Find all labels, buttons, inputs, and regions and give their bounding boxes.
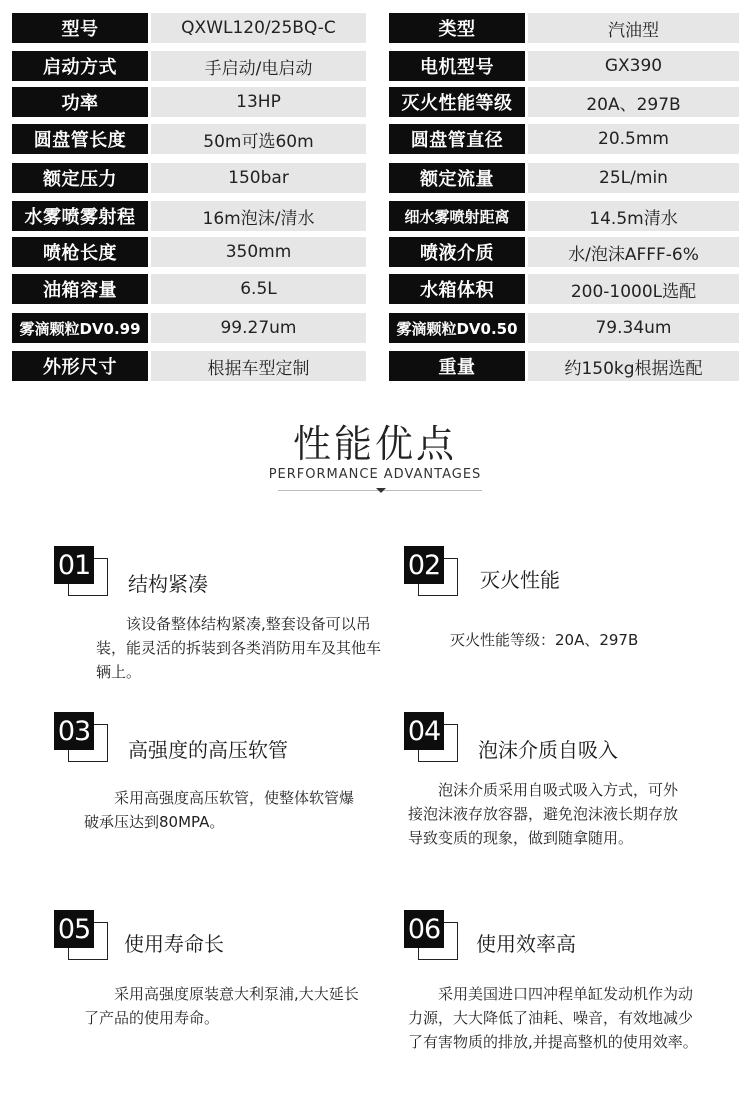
spec-row: [12, 124, 366, 154]
spec-value: 14.5m清水: [528, 201, 739, 231]
feature-description: 采用美国进口四冲程单缸发动机作为动力源，大大降低了油耗、噪音，有效地减少了有害物质的排放,并提高整机的使用效率。: [408, 985, 698, 1051]
feature-description: 采用高强度高压软管，使整体软管爆破承压达到80MPA。: [84, 789, 355, 831]
feature-number: 04: [404, 712, 444, 750]
spec-label: 圆盘管长度: [12, 124, 148, 154]
spec-row: [12, 13, 366, 43]
spec-row: [389, 87, 739, 117]
spec-label: 功率: [12, 87, 148, 117]
spec-row: [389, 351, 739, 381]
spec-value: QXWL120/25BQ-C: [151, 13, 366, 43]
spec-row: [389, 274, 739, 304]
spec-row: [389, 237, 739, 267]
feature-description: 该设备整体结构紧凑,整套设备可以吊装，能灵活的拆装到各类消防用车及其他车辆上。: [96, 615, 382, 681]
feature-number: 06: [404, 910, 444, 948]
spec-value: 约150kg根据选配: [528, 351, 739, 381]
spec-value: 79.34um: [528, 313, 739, 343]
spec-row: [12, 201, 366, 231]
feature-number-badge: [54, 546, 108, 594]
feature-title: 泡沫介质自吸入: [478, 738, 618, 762]
spec-value: 25L/min: [528, 163, 739, 193]
spec-label: 外形尺寸: [12, 351, 148, 381]
spec-label: 额定压力: [12, 163, 148, 193]
feature-number: 05: [54, 910, 94, 948]
spec-row: [389, 201, 739, 231]
feature-description: 灭火性能等级：20A、297B: [450, 631, 639, 649]
feature-number-badge: [54, 712, 108, 760]
feature-description: 采用高强度原装意大利泵浦,大大延长了产品的使用寿命。: [84, 985, 359, 1027]
feature-title: 使用寿命长: [124, 932, 224, 956]
feature-card: [54, 910, 384, 1070]
spec-row: [389, 124, 739, 154]
spec-row: [12, 351, 366, 381]
feature-number-badge: [54, 910, 108, 958]
spec-value: 根据车型定制: [151, 351, 366, 381]
spec-label: 水箱体积: [389, 274, 525, 304]
feature-number-badge: [404, 910, 458, 958]
feature-number-badge: [404, 546, 458, 594]
feature-title: 结构紧凑: [128, 572, 208, 596]
spec-label: 雾滴颗粒DV0.50: [389, 313, 525, 343]
spec-value: 16m泡沫/清水: [151, 201, 366, 231]
spec-row: [12, 313, 366, 343]
spec-value: 350mm: [151, 237, 366, 267]
spec-label: 额定流量: [389, 163, 525, 193]
spec-row: [12, 87, 366, 117]
feature-card: [404, 546, 734, 706]
spec-value: 50m可选60m: [151, 124, 366, 154]
spec-value: GX390: [528, 51, 739, 81]
spec-label: 灭火性能等级: [389, 87, 525, 117]
feature-card: [54, 712, 384, 872]
spec-label: 油箱容量: [12, 274, 148, 304]
spec-value: 汽油型: [528, 13, 739, 43]
spec-label: 类型: [389, 13, 525, 43]
spec-value: 13HP: [151, 87, 366, 117]
spec-row: [389, 13, 739, 43]
spec-label: 喷液介质: [389, 237, 525, 267]
spec-row: [12, 237, 366, 267]
feature-title: 使用效率高: [476, 932, 576, 956]
spec-value: 手启动/电启动: [151, 51, 366, 81]
feature-title: 高强度的高压软管: [128, 738, 288, 762]
feature-card: [404, 910, 734, 1070]
spec-label: 喷枪长度: [12, 237, 148, 267]
spec-label: 电机型号: [389, 51, 525, 81]
feature-number-badge: [404, 712, 458, 760]
feature-card: [54, 546, 384, 706]
spec-label: 启动方式: [12, 51, 148, 81]
spec-value: 6.5L: [151, 274, 366, 304]
feature-number: 03: [54, 712, 94, 750]
divider-triangle-icon: [376, 488, 386, 493]
spec-row: [389, 51, 739, 81]
spec-label: 重量: [389, 351, 525, 381]
spec-label: 圆盘管直径: [389, 124, 525, 154]
feature-card: [404, 712, 734, 872]
spec-value: 20.5mm: [528, 124, 739, 154]
spec-label: 水雾喷雾射程: [12, 201, 148, 231]
spec-value: 水/泡沫AFFF-6%: [528, 237, 739, 267]
feature-number: 02: [404, 546, 444, 584]
section-title: 性能优点: [292, 422, 457, 466]
spec-value: 200-1000L选配: [528, 274, 739, 304]
feature-title: 灭火性能: [480, 568, 560, 592]
spec-label: 型号: [12, 13, 148, 43]
section-subtitle: PERFORMANCE ADVANTAGES: [268, 467, 482, 482]
spec-row: [12, 51, 366, 81]
spec-label: 细水雾喷射距离: [389, 201, 525, 231]
spec-value: 150bar: [151, 163, 366, 193]
spec-value: 20A、297B: [528, 87, 739, 117]
spec-row: [12, 274, 366, 304]
feature-description: 泡沫介质采用自吸式吸入方式，可外接泡沫液存放容器，避免泡沫液长期存放导致变质的现象，做到随拿随用。: [408, 781, 679, 847]
spec-row: [389, 313, 739, 343]
spec-value: 99.27um: [151, 313, 366, 343]
spec-row: [12, 163, 366, 193]
spec-label: 雾滴颗粒DV0.99: [12, 313, 148, 343]
feature-number: 01: [54, 546, 94, 584]
spec-row: [389, 163, 739, 193]
